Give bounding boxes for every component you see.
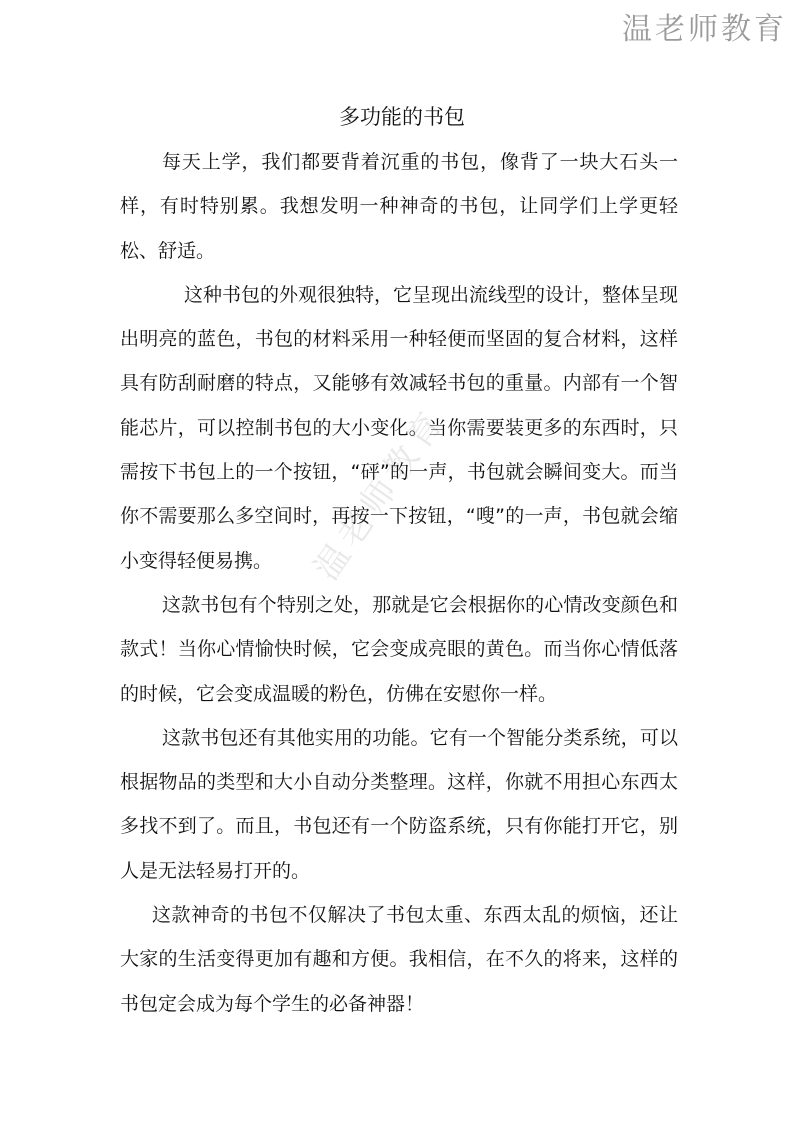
watermark-text: 温老师教育 bbox=[306, 400, 455, 588]
essay-paragraph-1: 每天上学，我们都要背着沉重的书包，像背了一块大石头一样，有时特别累。我想发明一种神奇的书包，让同学们上学更轻松、舒适。 bbox=[120, 151, 678, 262]
essay-paragraph-5: 这款神奇的书包不仅解决了书包太重、东西太乱的烦恼，还让大家的生活变得更加有趣和方便。我相信，在不久的将来，这样的书包定会成为每个学生的必备神器！ bbox=[120, 904, 678, 1015]
essay-title: 多功能的书包 bbox=[339, 105, 465, 129]
header-brand-mark: 温老师教育 bbox=[622, 12, 787, 47]
essay-paragraph-2: 这种书包的外观很独特，它呈现出流线型的设计，整体呈现出明亮的蓝色，书包的材料采用一种轻便而坚固的复合材料，这样具有防刮耐磨的特点，又能够有效减轻书包的重量。内部有一个智能芯片，可以控制书包的大小变化。当你需要装更多的东西时，只需按下书包上的一个按钮，“砰”的一声，书包就会瞬间变大。而当你不需要那么多空间时，再按一下按钮，“嗖”的一声，书包就会缩小变得轻便易携。 bbox=[120, 283, 679, 572]
essay-document bbox=[120, 98, 678, 1026]
essay-paragraph-4: 这款书包还有其他实用的功能。它有一个智能分类系统，可以根据物品的类型和大小自动分类整理。这样，你就不用担心东西太多找不到了。而且，书包还有一个防盗系统，只有你能打开它，别人是无法轻易打开的。 bbox=[120, 726, 678, 882]
essay-paragraph-3: 这款书包有个特别之处，那就是它会根据你的心情改变颜色和款式！当你心情愉快时候，它会变成亮眼的黄色。而当你心情低落的时候，它会变成温暖的粉色，仿佛在安慰你一样。 bbox=[120, 593, 678, 705]
